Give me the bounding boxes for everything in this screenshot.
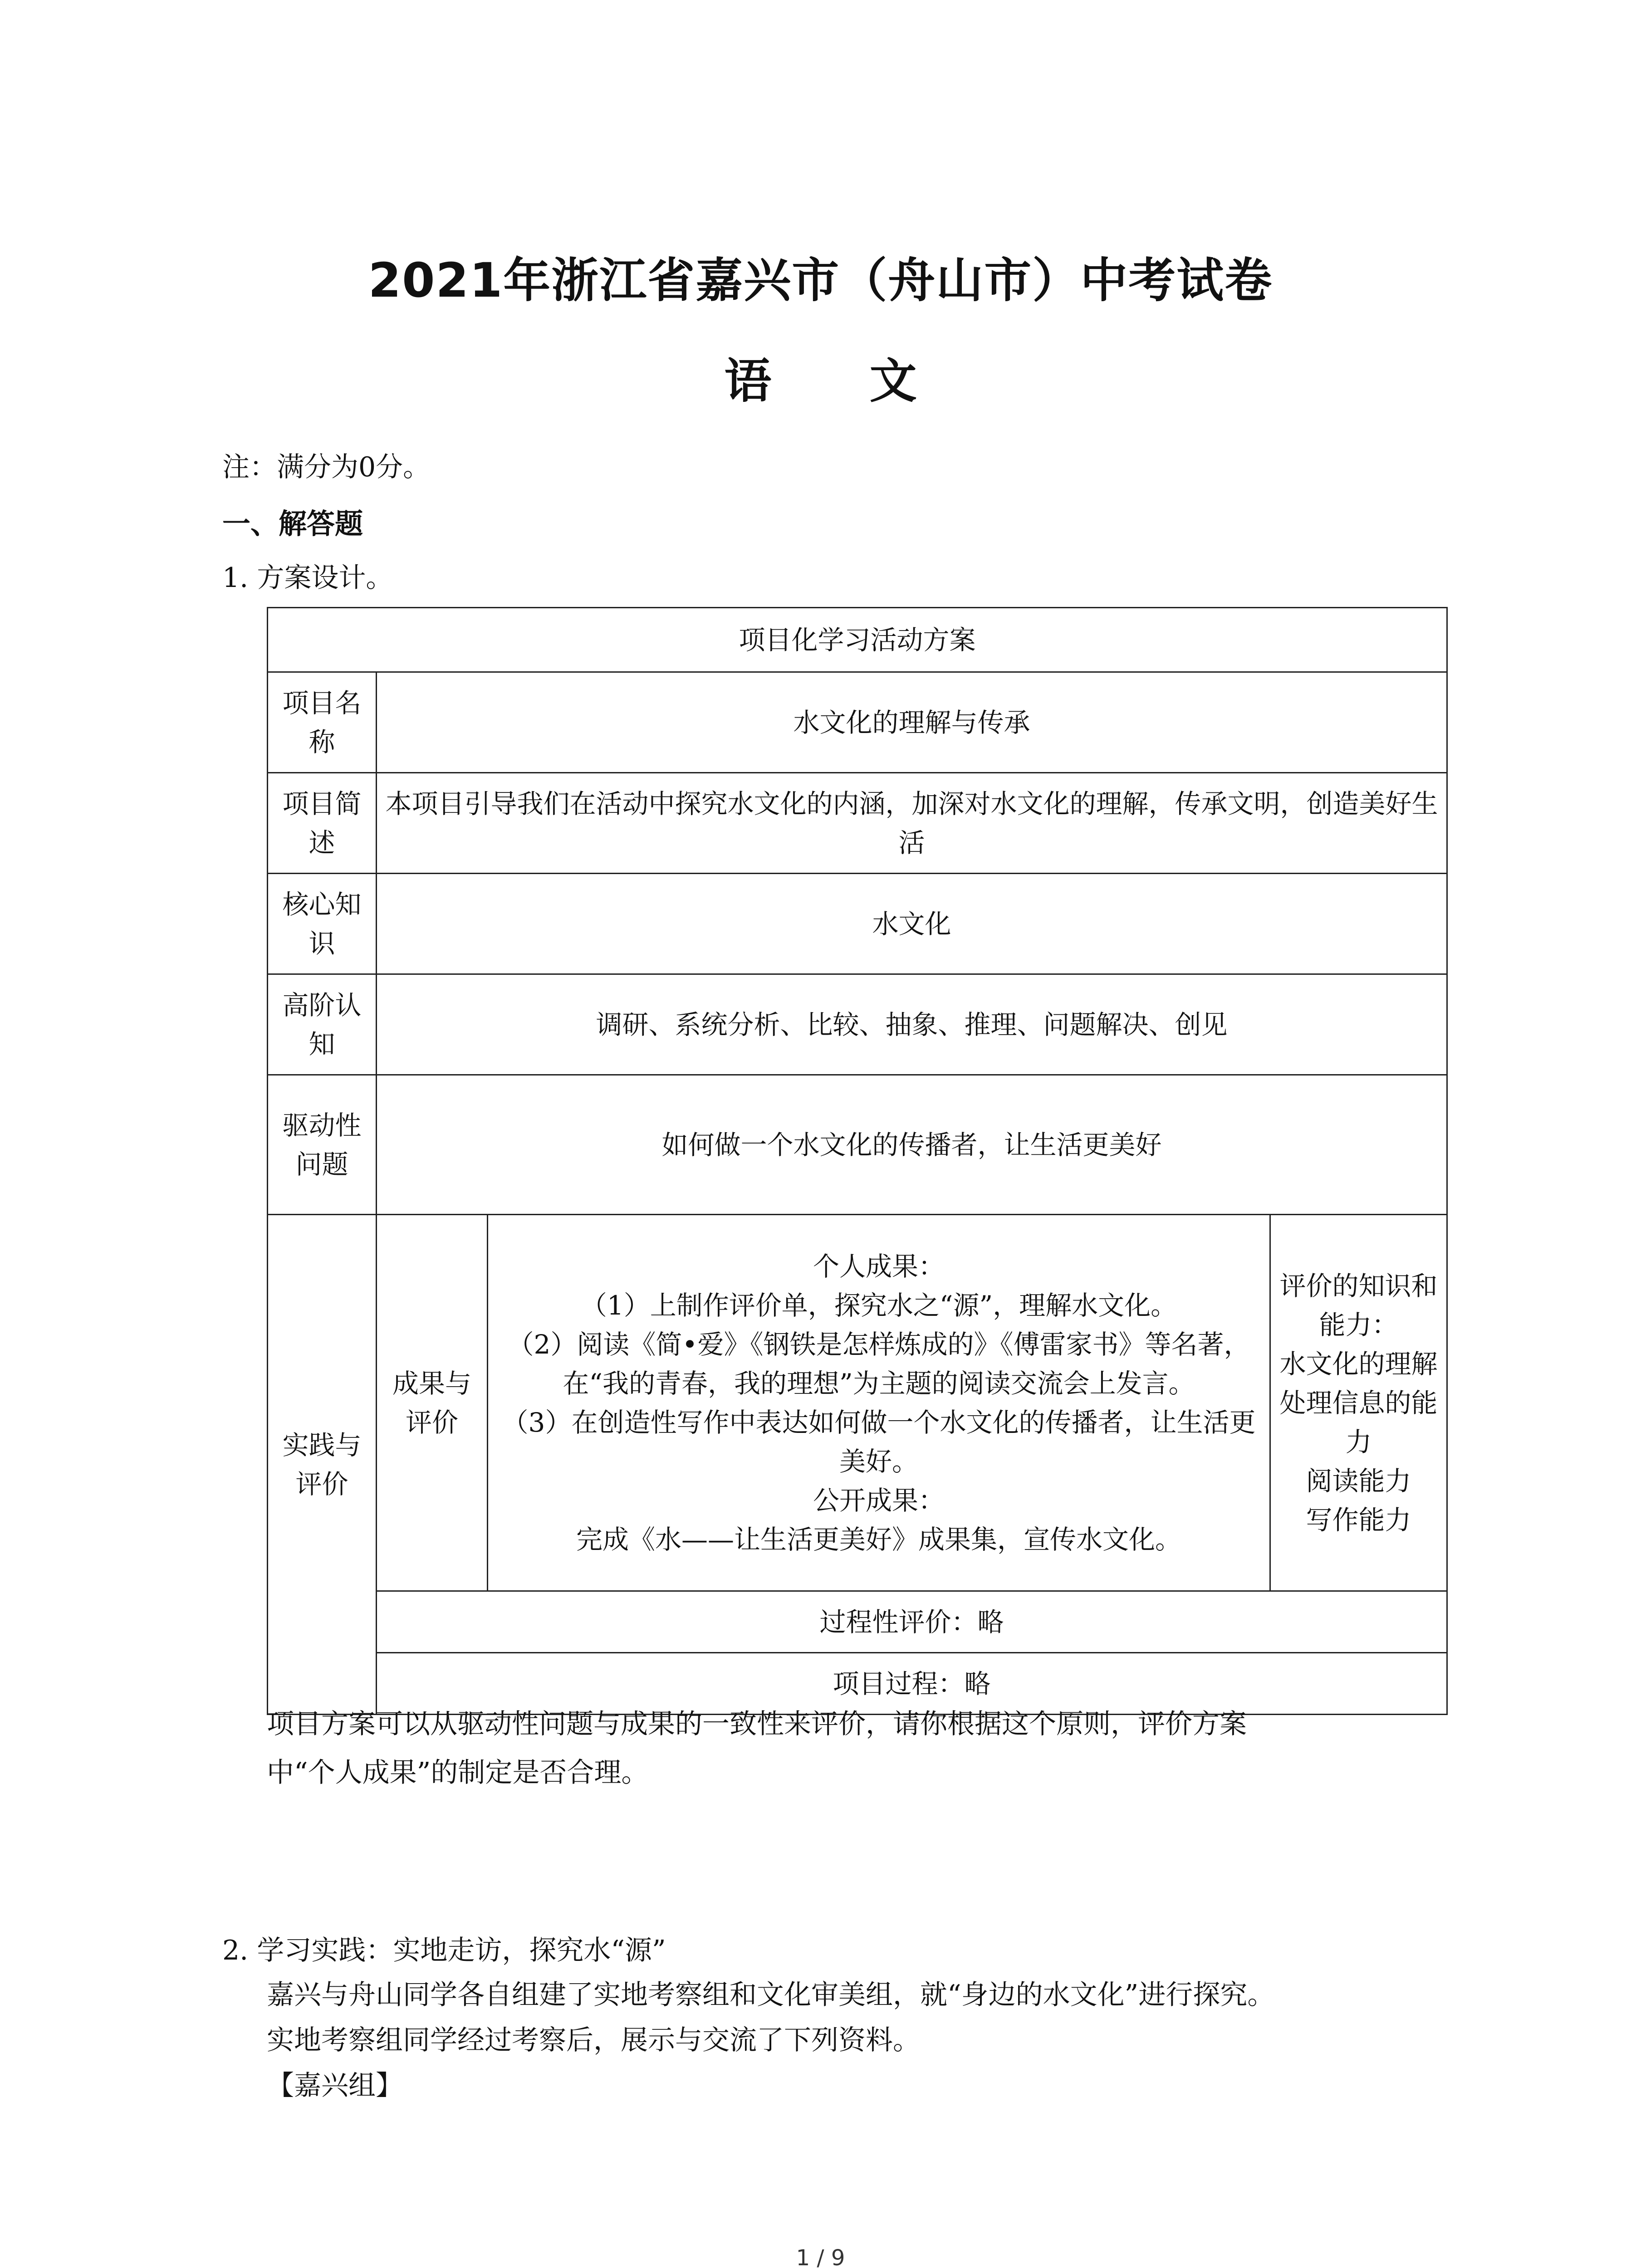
evaluation-line: 处理信息的能力 [1279, 1387, 1438, 1457]
achievement-line: 个人成果： [813, 1251, 945, 1282]
row-value: 水文化 [377, 874, 1447, 974]
process-evaluation: 过程性评价：略 [377, 1591, 1447, 1653]
row-label: 高阶认知 [268, 974, 377, 1075]
project-process: 项目过程：略 [377, 1653, 1447, 1715]
question-2-label: 2. 学习实践：实地走访，探究水“源” [222, 1935, 666, 1966]
row-label: 核心知识 [268, 874, 377, 974]
practice-sub-label: 成果与评价 [377, 1215, 488, 1591]
row-value: 调研、系统分析、比较、抽象、推理、问题解决、创见 [377, 974, 1447, 1075]
row-value: 本项目引导我们在活动中探究水文化的内涵，加深对水文化的理解，传承文明，创造美好生活 [377, 773, 1447, 874]
question-2-text: 实地考察组同学经过考察后，展示与交流了下列资料。 [267, 2024, 920, 2056]
question-1-text: 中“个人成果”的制定是否合理。 [267, 1757, 649, 1789]
achievement-line: 完成《水——让生活更美好》成果集，宣传水文化。 [576, 1524, 1181, 1555]
evaluation-line: 写作能力 [1306, 1504, 1411, 1535]
achievement-line: （2）阅读《简•爱》《钢铁是怎样炼成的》《傅雷家书》等名著，在“我的青春，我的理想”为主题的阅读交流会上发言。 [507, 1329, 1250, 1399]
subject-title: 语 文 [724, 353, 958, 409]
row-label: 驱动性问题 [268, 1075, 377, 1215]
achievement-line: （1）上制作评价单，探究水之“源”，理解水文化。 [580, 1290, 1177, 1321]
row-label: 项目简述 [268, 773, 377, 874]
row-value: 水文化的理解与传承 [377, 672, 1447, 773]
evaluation-line: 评价的知识和能力： [1279, 1270, 1438, 1340]
evaluation-line: 水文化的理解 [1279, 1348, 1438, 1379]
question-1-label: 1. 方案设计。 [222, 562, 393, 594]
exam-title: 2021年浙江省嘉兴市（舟山市）中考试卷 [368, 253, 1273, 308]
achievement-line: 公开成果： [813, 1485, 945, 1516]
evaluation-line: 阅读能力 [1306, 1465, 1411, 1496]
row-label: 项目名称 [268, 672, 377, 773]
achievement-content [488, 1215, 1270, 1591]
table-caption: 项目化学习活动方案 [268, 608, 1447, 672]
question-1-text: 项目方案可以从驱动性问题与成果的一致性来评价，请你根据这个原则，评价方案 [267, 1708, 1247, 1740]
question-2-group-heading: 【嘉兴组】 [267, 2070, 403, 2102]
practice-label: 实践与评价 [268, 1215, 377, 1715]
achievement-line: （3）在创造性写作中表达如何做一个水文化的传播者，让生活更美好。 [502, 1407, 1256, 1477]
question-2-text: 嘉兴与舟山同学各自组建了实地考察组和文化审美组，就“身边的水文化”进行探究。 [267, 1979, 1275, 2011]
score-note: 注：满分为0分。 [222, 451, 431, 483]
page-number: 1 / 9 [796, 2245, 845, 2268]
row-value: 如何做一个水文化的传播者，让生活更美好 [377, 1075, 1447, 1215]
evaluation-content [1270, 1215, 1447, 1591]
project-plan-table [267, 607, 1448, 1715]
section-heading: 一、解答题 [222, 507, 363, 540]
